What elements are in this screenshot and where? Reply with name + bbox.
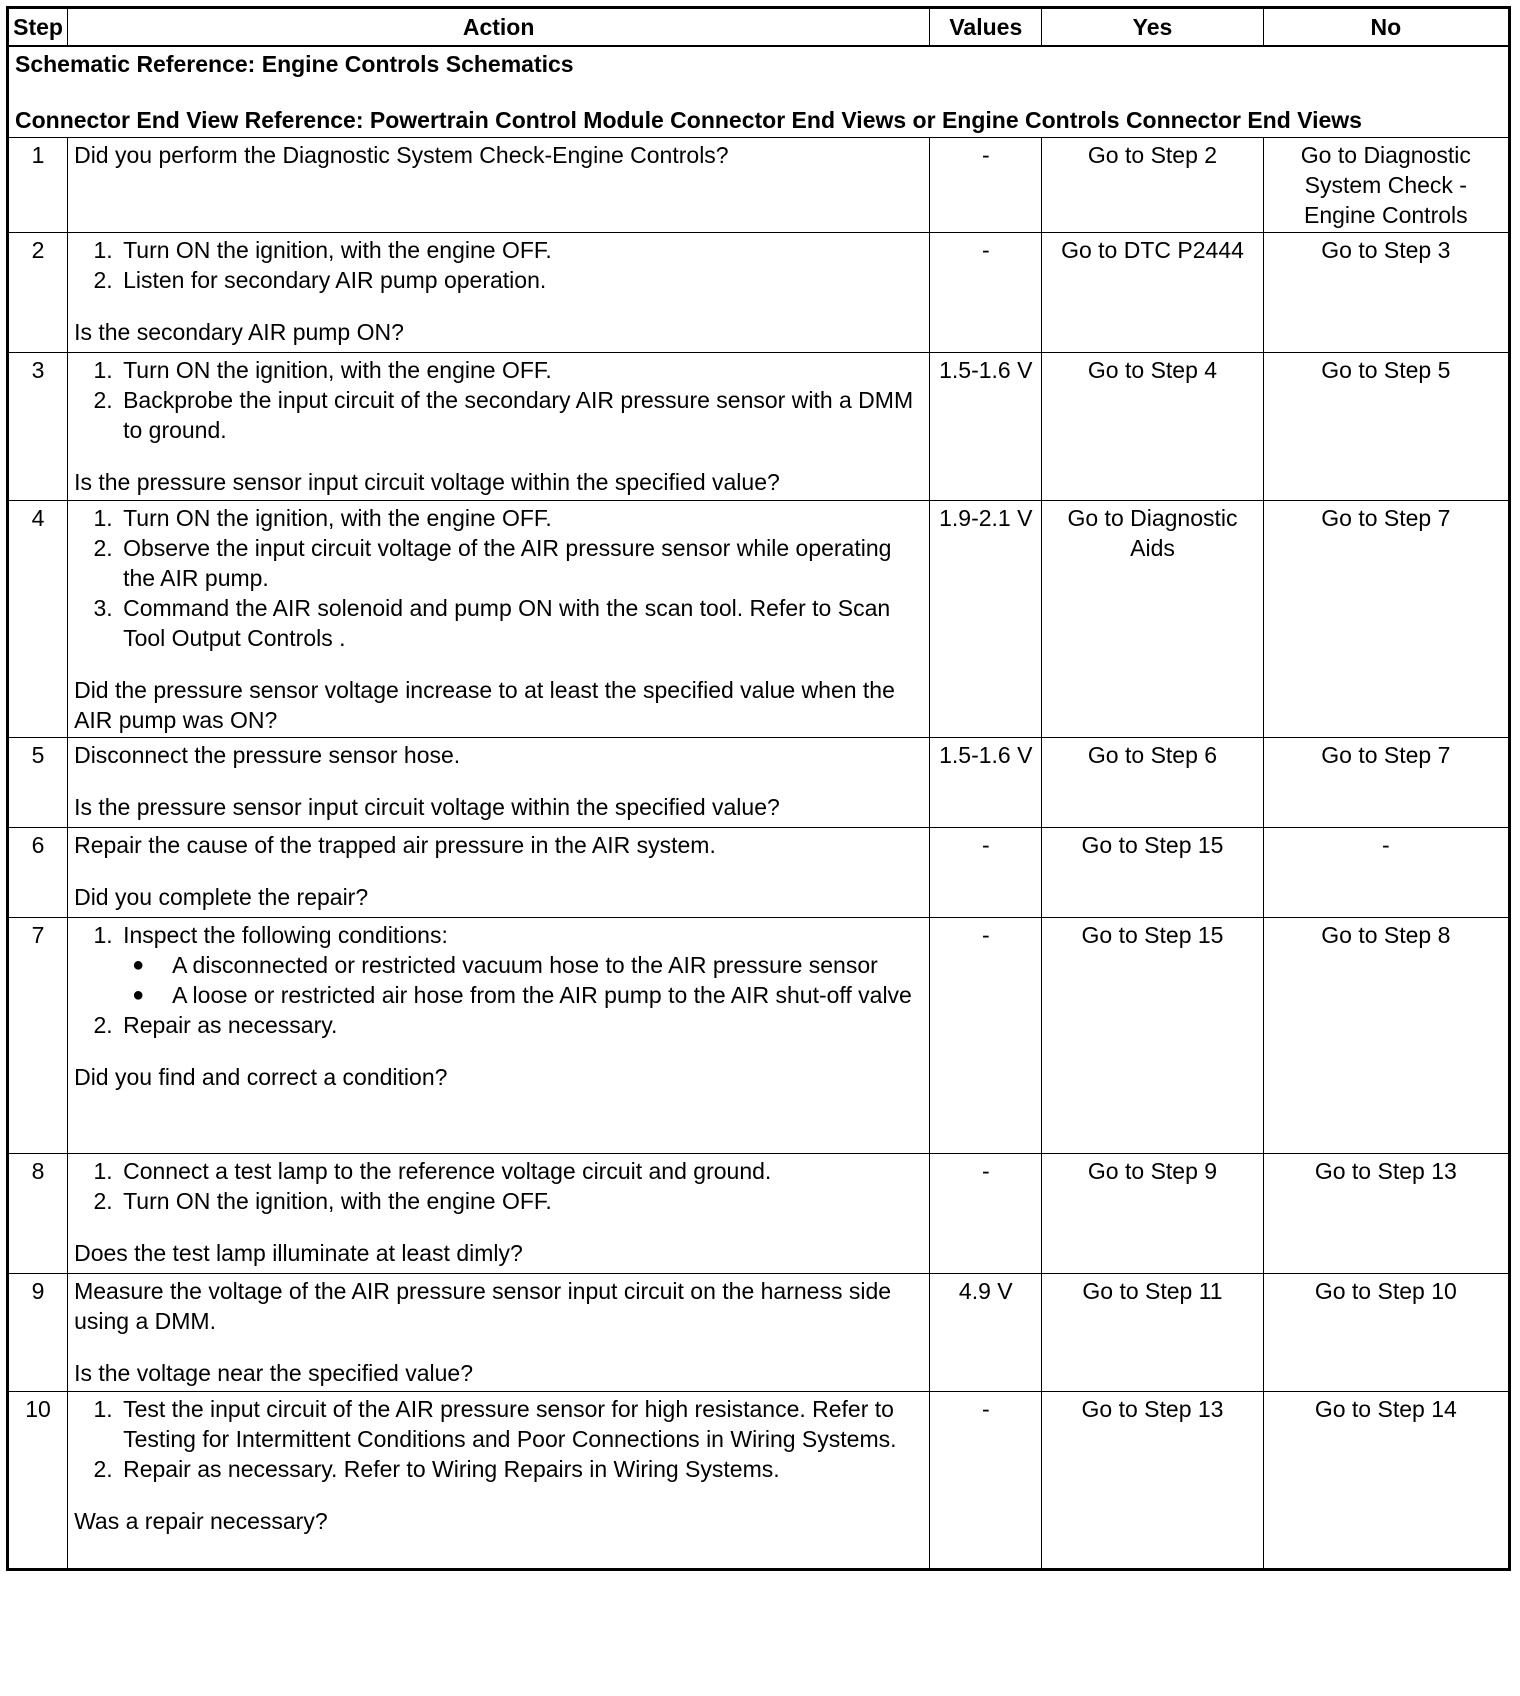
action-item: 2. Repair as necessary. [119,1010,923,1040]
action-list [74,1394,923,1484]
action-item: 1. Connect a test lamp to the reference voltage circuit and ground. [119,1156,923,1186]
action-list [74,920,923,1040]
value-cell: - [930,918,1042,1154]
no-cell: Go to Step 14 [1263,1392,1509,1570]
action-item: 2. Observe the input circuit voltage of the AIR pressure sensor while operating the AIR pump. [119,533,923,593]
action-question: Is the pressure sensor input circuit voltage within the specified value? [74,469,780,495]
action-question: Did you find and correct a condition? [74,1064,448,1090]
action-question: Did the pressure sensor voltage increase to at least the specified value when the AIR pump was ON? [74,677,895,733]
header-values: Values [930,8,1042,47]
no-cell: - [1263,828,1509,918]
action-item: 1. Test the input circuit of the AIR pressure sensor for high resistance. Refer to Testing for Intermittent Conditions and Poor Connections in Wiring Systems. [119,1394,923,1454]
table-row [8,738,1510,828]
step-number: 9 [8,1274,68,1392]
no-cell: Go to Step 7 [1263,501,1509,738]
yes-cell: Go to DTC P2444 [1042,233,1263,353]
value-cell: 4.9 V [930,1274,1042,1392]
action-item: 2. Listen for secondary AIR pump operation. [119,265,923,295]
no-cell: Go to Step 5 [1263,353,1509,501]
yes-cell: Go to Step 9 [1042,1154,1263,1274]
action-item-text: Inspect the following conditions: [123,922,448,948]
yes-cell: Go to Step 2 [1042,138,1263,233]
yes-cell: Go to Diagnostic Aids [1042,501,1263,738]
action-list [74,503,923,653]
no-cell: Go to Diagnostic System Check - Engine Controls [1263,138,1509,233]
action-text: Disconnect the pressure sensor hose. [74,742,461,768]
value-cell: 1.9-2.1 V [930,501,1042,738]
condition-list [123,950,923,1010]
yes-cell: Go to Step 11 [1042,1274,1263,1392]
action-item [119,920,923,1010]
table-row [8,501,1510,738]
step-number: 2 [8,233,68,353]
table-row [8,353,1510,501]
action-question: Is the pressure sensor input circuit voltage within the specified value? [74,794,780,820]
action-list [74,1156,923,1216]
no-cell: Go to Step 3 [1263,233,1509,353]
table-row [8,138,1510,233]
action-item: 1. Turn ON the ignition, with the engine OFF. [119,503,923,533]
table-row [8,1392,1510,1570]
header-yes: Yes [1042,8,1263,47]
action-cell [68,1274,930,1392]
action-cell [68,353,930,501]
no-cell: Go to Step 7 [1263,738,1509,828]
step-number: 10 [8,1392,68,1570]
table-row [8,918,1510,1154]
action-item: 3. Command the AIR solenoid and pump ON with the scan tool. Refer to Scan Tool Output Controls . [119,593,923,653]
value-cell: - [930,138,1042,233]
header-step: Step [8,8,68,47]
step-number: 1 [8,138,68,233]
header-row [8,8,1510,47]
action-list [74,235,923,295]
value-cell: - [930,1392,1042,1570]
condition-item: ● A loose or restricted air hose from the AIR pump to the AIR shut-off valve [168,980,923,1010]
yes-cell: Go to Step 15 [1042,918,1263,1154]
yes-cell: Go to Step 6 [1042,738,1263,828]
action-cell [68,138,930,233]
action-list [74,355,923,445]
reference-row [8,46,1510,138]
action-cell [68,233,930,353]
action-question: Is the voltage near the specified value? [74,1360,474,1386]
step-number: 3 [8,353,68,501]
action-cell [68,828,930,918]
step-number: 8 [8,1154,68,1274]
schematic-reference: Schematic Reference: Engine Controls Schematics [15,51,574,77]
action-cell [68,1392,930,1570]
condition-item: ● A disconnected or restricted vacuum hose to the AIR pressure sensor [168,950,923,980]
no-cell: Go to Step 8 [1263,918,1509,1154]
yes-cell: Go to Step 4 [1042,353,1263,501]
step-number: 5 [8,738,68,828]
action-text: Measure the voltage of the AIR pressure sensor input circuit on the harness side using a DMM. [74,1278,892,1334]
action-item: 1. Turn ON the ignition, with the engine OFF. [119,355,923,385]
table-row [8,828,1510,918]
step-number: 7 [8,918,68,1154]
action-item: 2. Backprobe the input circuit of the secondary AIR pressure sensor with a DMM to ground. [119,385,923,445]
no-cell: Go to Step 13 [1263,1154,1509,1274]
action-cell [68,1154,930,1274]
value-cell: 1.5-1.6 V [930,738,1042,828]
action-item: 1. Turn ON the ignition, with the engine OFF. [119,235,923,265]
table-row [8,1274,1510,1392]
no-cell: Go to Step 10 [1263,1274,1509,1392]
action-item: 2. Turn ON the ignition, with the engine OFF. [119,1186,923,1216]
action-cell [68,918,930,1154]
table-row [8,233,1510,353]
reference-cell [8,46,1510,138]
value-cell: - [930,233,1042,353]
diagnostic-document [6,6,1511,1571]
header-no: No [1263,8,1509,47]
action-text: Did you perform the Diagnostic System Check-Engine Controls? [74,142,729,168]
action-question: Does the test lamp illuminate at least dimly? [74,1240,523,1266]
header-action: Action [68,8,930,47]
value-cell: 1.5-1.6 V [930,353,1042,501]
diagnostic-table [6,6,1511,1571]
action-question: Was a repair necessary? [74,1508,328,1534]
action-cell [68,501,930,738]
yes-cell: Go to Step 15 [1042,828,1263,918]
yes-cell: Go to Step 13 [1042,1392,1263,1570]
action-text: Repair the cause of the trapped air pressure in the AIR system. [74,832,716,858]
table-row [8,1154,1510,1274]
step-number: 4 [8,501,68,738]
action-question: Did you complete the repair? [74,884,369,910]
step-number: 6 [8,828,68,918]
action-cell [68,738,930,828]
connector-reference: Connector End View Reference: Powertrain Control Module Connector End Views or Engine Controls Connector End Views [15,107,1362,133]
action-question: Is the secondary AIR pump ON? [74,319,404,345]
action-item: 2. Repair as necessary. Refer to Wiring Repairs in Wiring Systems. [119,1454,923,1484]
value-cell: - [930,1154,1042,1274]
value-cell: - [930,828,1042,918]
